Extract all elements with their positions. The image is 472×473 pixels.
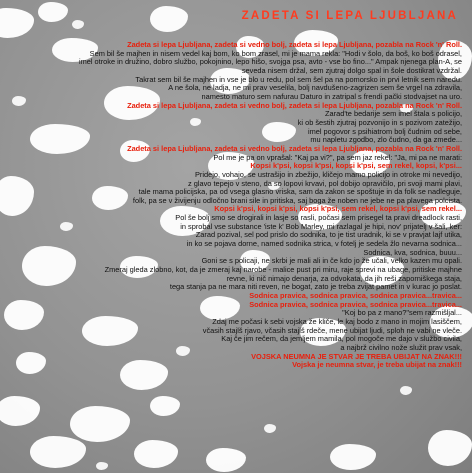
paint-splash (0, 396, 40, 426)
paint-splash (428, 430, 472, 466)
chorus-line: Kopsi k'psi, kopsi k'psi, kopsi k'psi, sem rekel, kopsi, k'psi... (250, 162, 462, 171)
chorus-line: Sodnica pravica, sodnica pravica, sodnica pravica...travica... (249, 300, 462, 309)
chorus-line: Zadeta si lepa Ljubljana, zadeta si vedno bolj, zadeta si lepa Ljubljana, pozabla na Rock 'n' Roll. (127, 101, 462, 110)
lyric-line: tega stanja pa ne mara niti reven, ne bogat, zato je treba zvijat pamet in v kurac jo poslat. (169, 283, 462, 292)
lyric-line: imel pogovor s psihiatrom bolj čudnim od sebe, (307, 127, 462, 136)
lyric-line: seveda nisem držal, sem zjutraj dolgo spal in šole dostikrat vzdržal. (241, 66, 462, 75)
paint-splash (150, 396, 180, 416)
paint-splash (330, 444, 376, 470)
paint-splash (38, 2, 68, 22)
paint-splash (30, 436, 86, 468)
lyric-line: imel otroke in družino, dobro službo, pokojnino, lepo hišo, svojga psa, avto - vse bo fino..." Ampak njenega plan-A, se (78, 58, 462, 67)
paint-splash (400, 386, 412, 395)
paint-splash (264, 424, 276, 433)
lyric-line: A ne šola, ne ladja, ne mi prav veselila, bolj navdušeno-zagrizen sem še vrgel na zdravila, (168, 84, 462, 93)
lyric-line: Pol me je pa on vprašal: "Kaj pa vi?", pa sem jaz rekel: "Ja, mi pa ne marati: (213, 153, 462, 162)
lyric-line: tale mama policijska, pa od vsega glasno vriska, sam da zakon se spoštuje in da folk se nadleguje, (138, 188, 462, 197)
lyric-line: namesto maturo sem nafurau Daturo in zatripal s frendi pački stodvajset na uro. (201, 92, 462, 101)
lyric-line: ki ob šestih zjutraj pozvonijo in s pozivom zatežijo, (297, 118, 462, 127)
chorus-line: Zadeta si lepa Ljubljana, zadeta si vedno bolj, zadeta si lepa Ljubljana, pozabla na Rock 'n' Roll. (127, 41, 462, 49)
lyric-line: Takrat sem bil še majhen in vse je blo u redu, pol sem šel pa na pomorsko in prvi letnik sem naredu. (135, 75, 462, 84)
lyric-line: Zdaj me počasi k sebi vojska že kliče, le kaj bodo z mano in mojim lasiščem, (212, 318, 462, 326)
lyric-line: z glavo tepejo v steno, da so lopovi krvavi, pol dobijo opravičilo, pri svoji mami plavi, (188, 179, 462, 188)
lyric-line: Kaj če jim rečem, da jemljem mamila, pol mogoče me dajo v službo civila, (221, 335, 462, 344)
lyric-line: a najbrž civilno nože služit prav vsak, (340, 343, 462, 352)
lyric-line: Pol še bolj smo se drogirali in lasje so rasli, počasi sem prisegel ta pravi dreadlock rasti, (175, 214, 462, 223)
lyric-line: Sem bil še majhen in nisem vedel kaj bom, ko bom zrasel, mi je mama rekla: "Hodi v šolo, da boš, ko boš odrasel, (89, 49, 462, 58)
lyrics-block (0, 41, 462, 370)
lyric-line: mu napletu zgodbo, zlo čudno, da ga zmede... (310, 136, 462, 145)
paint-splash (96, 462, 108, 470)
lyric-line: Goni se s policaji, ne skrbi je mali ali in če kdo jo že učali, velko kazen mu opali. (201, 257, 462, 266)
song-title: ZADETA SI LEPA LJUBLJANA (241, 10, 458, 22)
paint-splash (134, 440, 178, 468)
lyric-line: včasih stajlš rjavo, včasih stajlš rdeče, mene ubijat ljudi, sploh ne vabi ne vleče. (202, 326, 462, 335)
chorus-line: Zadeta si lepa Ljubljana, zadeta si vedno bolj, zadeta si lepa Ljubljana, pozabla na Rock 'n' Roll. (127, 144, 462, 153)
lyric-line: "Koj bo pa z mano?"sem razmišljal... (342, 309, 462, 318)
chorus-line: Vojska je neumna stvar, je treba ubijat na znak!!! (292, 361, 462, 370)
chorus-line: VOJSKA NEUMNA JE STVAR JE TREBA UBIJAT NA ZNAK!!! (251, 352, 462, 361)
lyric-line: Sodnica, kva, sodnica, buuu... (363, 248, 462, 257)
paint-splash (206, 448, 246, 472)
lyric-line: Zarad pozival, sel pod prislo do sodnika, to je tist uradnik, ki se v pravjat lajf utika, (195, 231, 462, 240)
lyric-line: folk, pa se v živijenju odločno brani sile in pritiska, saj boga že noben ne jebe ne pa plavega polcista. (132, 196, 462, 205)
lyric-line: in ko se pojava dorne, named sodnika strica, v fotelj je sedela žlo nevarna sodnica... (186, 240, 462, 249)
lyric-line: in sprobal vse substance 'iste k' Bob Marley, mi razlagal je hipi, nov' prijatelj v šali, ker: (180, 222, 462, 231)
lyric-line: revne, ki nič nimajo denarja, za odvokata, da jih reši zaporniškega staja, (226, 274, 462, 283)
chorus-line: Kopsi k'psi, kopsi k'psi, kopsi k'psi, sem rekel, kopsi k'psi, sem rekel... (214, 205, 462, 214)
lyric-line: Zmeraj gleda zlobno, kot, da je zmeraj kaj narobe - malice pust pri miru, raje sprevi na ubage, pritiske majhne (104, 266, 462, 275)
paint-splash (0, 8, 34, 38)
chorus-line: Sodnica pravica, sodnica pravica, sodnica pravica...travica... (249, 292, 462, 301)
paint-splash (72, 20, 84, 29)
lyric-line: Zarad'te bedarije sem imel štala s policijo, (325, 110, 462, 119)
lyric-line: Pridejo, vohajo, se ustrašijo in zbežijo, kličejo mamo policijo in otroke mi nevedijo, (194, 170, 462, 179)
paint-splash (70, 406, 130, 442)
